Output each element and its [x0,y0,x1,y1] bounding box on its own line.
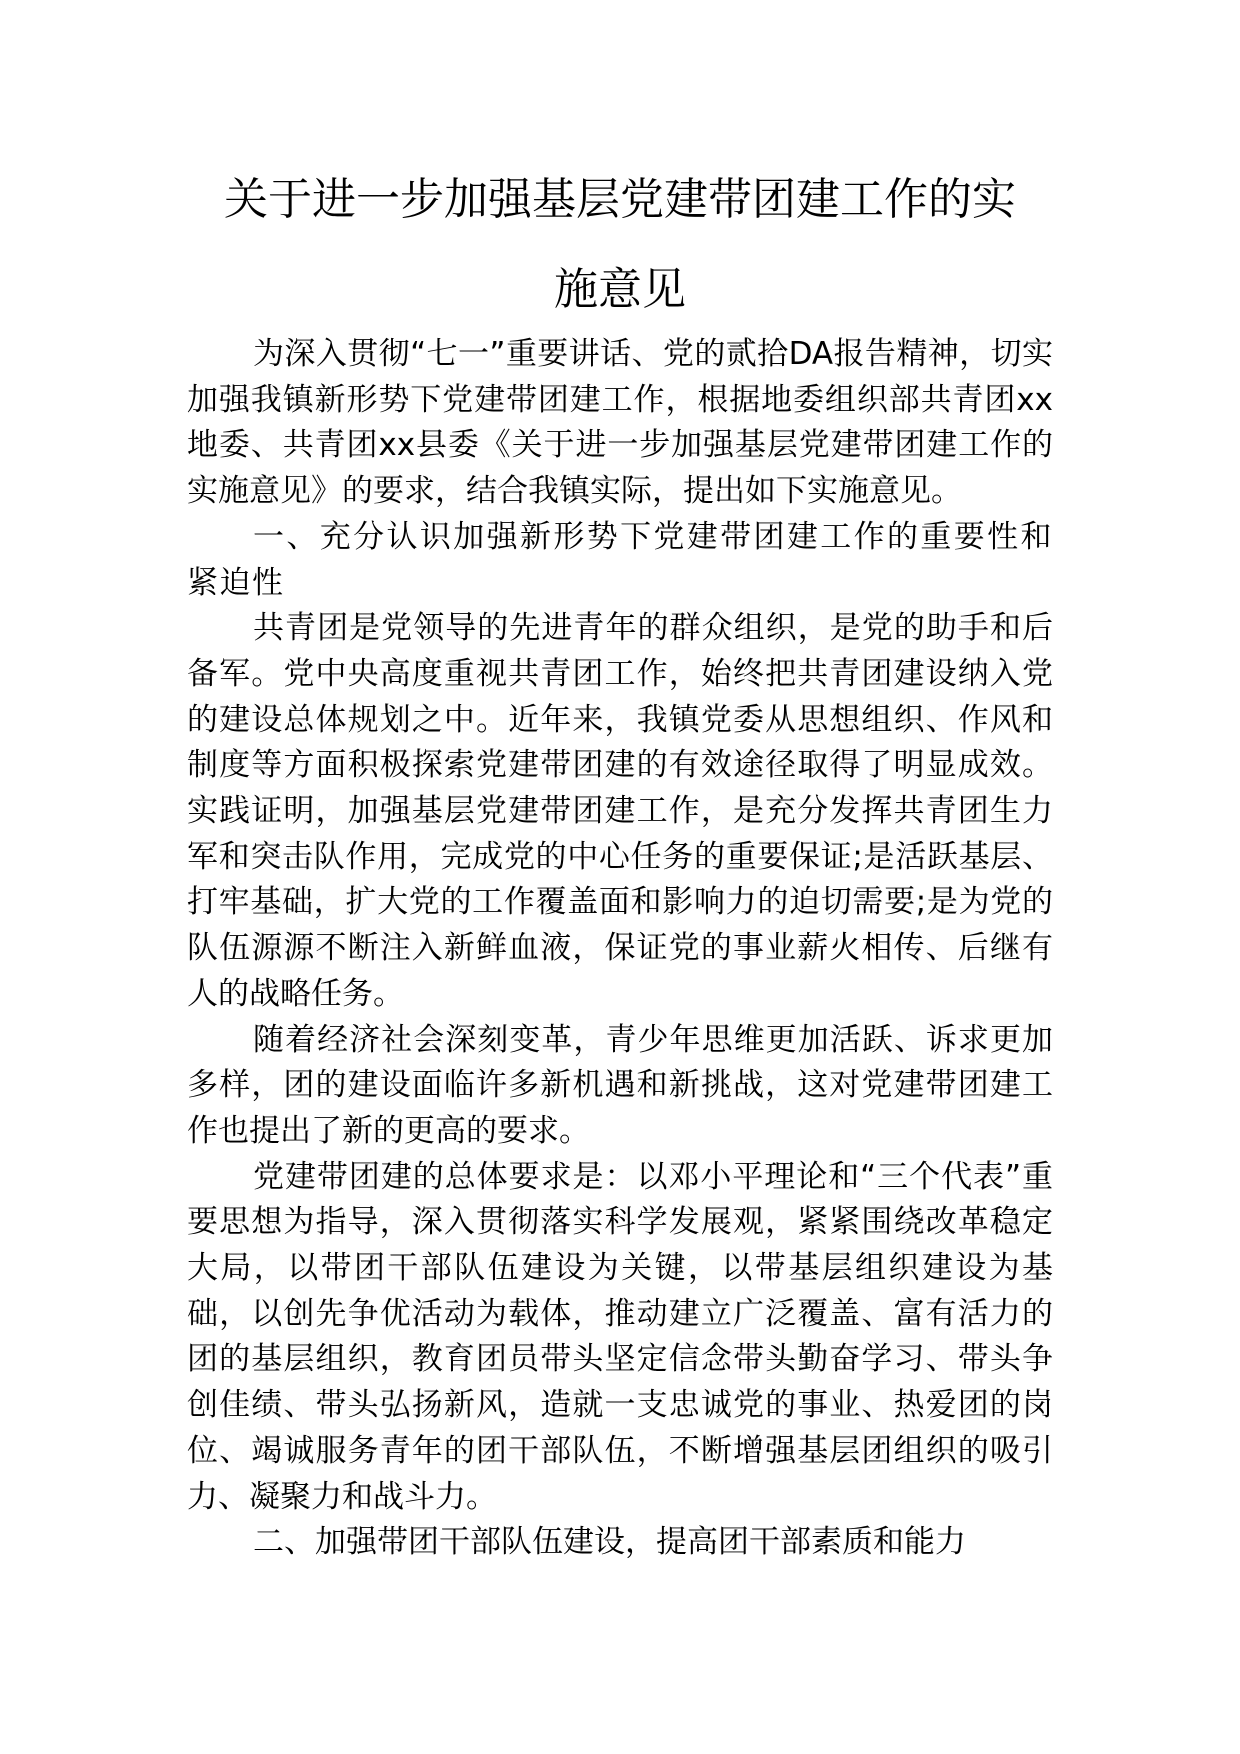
body-paragraph: 共青团是党领导的先进青年的群众组织，是党的助手和后备军。党中央高度重视共青团工作，始终把共青团建设纳入党的建设总体规划之中。近年来，我镇党委从思想组织、作风和制度等方面积极探索党建带团建的有效途径取得了明显成效。实践证明，加强基层党建带团建工作，是充分发挥共青团生力军和突击队作用，完成党的中心任务的重要保证;是活跃基层、打牢基础，扩大党的工作覆盖面和影响力的迫切需要;是为党的队伍源源不断注入新鲜血液，保证党的事业薪火相传、后继有人的战略任务。 [187,610,1053,1012]
body-paragraph: 随着经济社会深刻变革，青少年思维更加活跃、诉求更加多样，团的建设面临许多新机遇和新挑战，这对党建带团建工作也提出了新的更高的要求。 [187,1021,1053,1149]
document-title-line-2: 施意见 [554,264,686,315]
document-title-line-1: 关于进一步加强基层党建带团建工作的实 [224,174,1016,225]
body-paragraph: 党建带团建的总体要求是：以邓小平理论和“三个代表”重要思想为指导，深入贯彻落实科学发展观，紧紧围绕改革稳定大局，以带团干部队伍建设为关键，以带基层组织建设为基础，以创先争优活动为载体，推动建立广泛覆盖、富有活力的团的基层组织，教育团员带头坚定信念带头勤奋学习、带头争创佳绩、带头弘扬新风，造就一支忠诚党的事业、热爱团的岗位、竭诚服务青年的团干部队伍，不断增强基层团组织的吸引力、凝聚力和战斗力。 [187,1158,1053,1515]
document-body [187,332,1053,1566]
section-heading-1: 一、充分认识加强新形势下党建带团建工作的重要性和紧迫性 [187,518,1053,601]
section-heading-2: 二、加强带团干部队伍建设，提高团干部素质和能力 [253,1524,966,1561]
intro-paragraph: 为深入贯彻“七一”重要讲话、党的贰拾DA报告精神，切实加强我镇新形势下党建带团建工作，根据地委组织部共青团xx地委、共青团xx县委《关于进一步加强基层党建带团建工作的实施意见》的要求，结合我镇实际，提出如下实施意见。 [187,336,1053,510]
